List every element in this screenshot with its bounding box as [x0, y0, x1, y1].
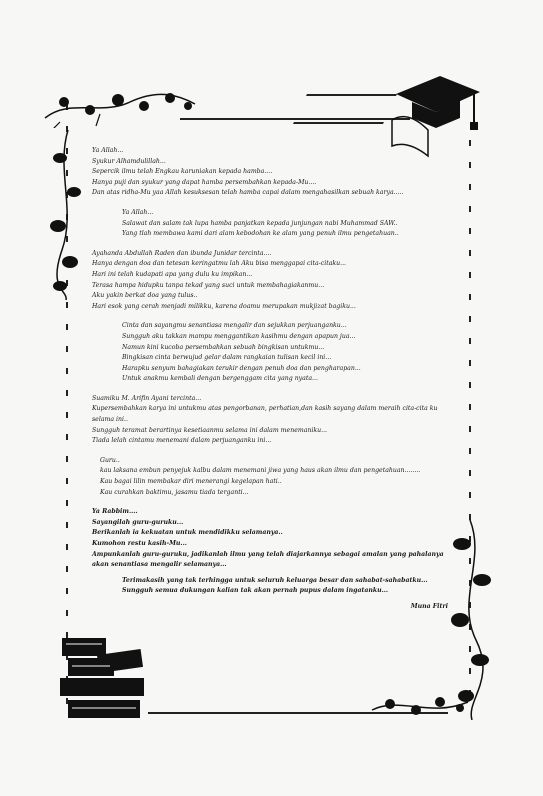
text-line: Terasa hampa hidupku tanpa tekad yang suci untuk membahagiakanmu...	[92, 281, 325, 289]
text-line: Cinta dan sayangmu senantiasa mengalir dan sejukkan perjuanganku...	[122, 322, 347, 330]
text-line: Hanya dengan doa dan tetesan keringatmu lah Aku bisa menggapai cita-citaku...	[92, 260, 347, 268]
text-line: Ya Rabbim....	[92, 508, 138, 516]
paragraph-teacher	[92, 456, 452, 498]
dedication-text	[92, 146, 452, 613]
paragraph-salawat	[92, 208, 452, 240]
text-line: Berikanlah ia kekuatan untuk mendidikku selamanya..	[92, 529, 283, 537]
text-line: Untuk anakmu kembali dengan bergenggam cita yang nyata...	[122, 375, 318, 383]
text-line: Harapku senyum bahagiakan terukir dengan penuh doa dan pengharapan...	[122, 364, 361, 372]
top-left-grapevine-ornament	[40, 88, 200, 128]
text-line: Kau curahkan baktimu, jasamu tiada terganti...	[100, 488, 249, 496]
text-line: Syukur Alhamdulillah...	[92, 157, 166, 165]
text-line: Sayangilah guru-guruku...	[92, 518, 184, 526]
arabic-calligraphy-ornament	[293, 94, 397, 124]
paragraph-parents	[92, 249, 452, 313]
text-line: Ya Allah...	[92, 147, 124, 154]
paragraph-thanks	[92, 576, 452, 597]
text-line: Yang tlah membawa kami dari alam kebodohan ke alam yang penuh ilmu pengetahuan..	[122, 230, 399, 238]
paragraph-prayer	[92, 146, 452, 199]
text-line: Kumohon restu kasih-Mu...	[92, 540, 187, 547]
text-line: Ya Allah...	[122, 208, 154, 216]
text-line: Guru..	[100, 456, 120, 464]
signature: Muna Fitri	[410, 602, 448, 610]
text-line: Kau bagai lilin membakar diri menerangi kegelapan hati..	[100, 478, 282, 486]
text-line: Terimakasih yang tak terhingga untuk seluruh keluarga besar dan sahabat-sahabatku...	[122, 576, 428, 584]
text-line: kau laksana embun penyejuk kalbu dalam menemani jiwa yang haus akan ilmu dan pengetahuan........	[100, 467, 421, 475]
text-line: Sungguh semua dukungan kalian tak akan pernah pupus dalam ingatanku...	[122, 587, 389, 595]
text-line: Kupersembahkan karya ini untukmu atas pengorbanan, perhatian,dan kasih sayang dalam meraih cita-cita ku selama ini..	[92, 405, 438, 424]
paragraph-rabbim	[92, 507, 452, 571]
text-line: Hari esok yang cerah menjadi milikku, karena doamu merupakan mukjizat bagiku...	[92, 302, 356, 310]
paragraph-husband	[92, 394, 452, 447]
text-line: Ampunkanlah guru-guruku, jadikanlah ilmu yang telah diajarkannya sebagai amalan yang pahalanya akan senantiasa mengalir selamanya...	[92, 550, 444, 569]
left-grapevine-ornament	[46, 130, 86, 300]
text-line: Suamiku M. Arifin Ayani tercinta...	[92, 394, 202, 402]
text-line: Ayahanda Abdullah Raden dan ibunda Junidar tercinta....	[92, 249, 272, 257]
text-line: Hanya puji dan syukur yang dapat hamba persembahkan kepada-Mu....	[92, 178, 317, 186]
book-stack-icon	[58, 632, 148, 728]
text-line: Sungguh teramat berartinya kesetiaanmu selama ini dalam menemaniku...	[92, 426, 328, 434]
text-line: Sungguh aku takkan mampu menggantikan kasihmu dengan apapun jua...	[122, 332, 356, 340]
text-line: Namun kini kucoba persembahkan sebuah bingkisan untukmu...	[122, 343, 325, 351]
text-line: Sepercik ilmu telah Engkau karuniakan kepada hamba....	[92, 168, 273, 176]
text-line: Salawat dan salam tak lupa hamba panjatkan kepada junjungan nabi Muhammad SAW..	[122, 219, 398, 227]
right-grapevine-ornament	[446, 520, 496, 720]
text-line: Aku yakin berkat doa yang tulus..	[92, 292, 198, 300]
text-line: Tiada lelah cintamu menemani dalam perjuanganku ini...	[92, 437, 272, 445]
bottom-right-grapevine-ornament	[370, 692, 470, 722]
text-line: Bingkisan cinta berwujud gelar dalam rangkaian tulisan kecil ini...	[122, 354, 332, 362]
text-line: Dan atas ridha-Mu yaa Allah kesuksesan telah hamba capai dalam mengahasilkan sebuah karya.....	[92, 189, 404, 197]
text-line: Hari ini telah kudapati apa yang dulu ku impikan...	[92, 270, 253, 278]
paragraph-parents-love	[92, 321, 452, 385]
